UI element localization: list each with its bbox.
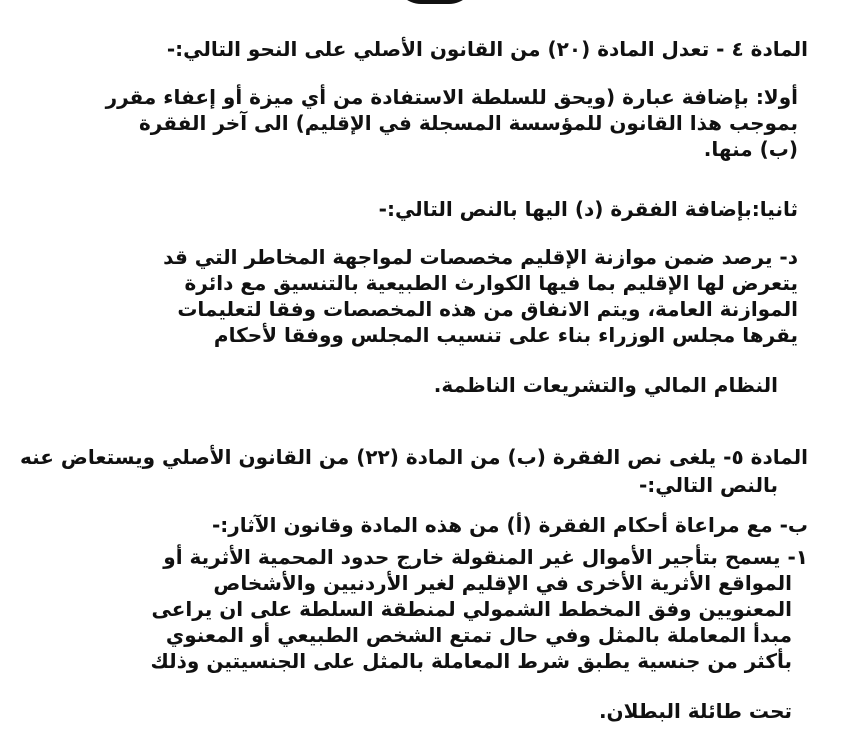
item-1-line-5: بأكثر من جنسية يطبق شرط المعاملة بالمثل على الجنسيتين وذلك bbox=[150, 649, 792, 673]
clause-d-line-4: يقرها مجلس الوزراء بناء على تنسيب المجلس ووفقا لأحكام bbox=[213, 323, 798, 347]
item-1-line-2: المواقع الأثرية الأخرى في الإقليم لغير الأردنيين والأشخاص bbox=[213, 571, 792, 595]
clause-d-line-5: النظام المالي والتشريعات الناظمة. bbox=[433, 373, 778, 397]
clause-d-line-3: الموازنة العامة، ويتم الانفاق من هذه المخصصات وفقا لتعليمات bbox=[177, 297, 798, 321]
article-4-heading: المادة ٤ - تعدل المادة (٢٠) من القانون الأصلي على النحو التالي:- bbox=[166, 37, 808, 61]
item-1-line-1: ١- يسمح بتأجير الأموال غير المنقولة خارج حدود المحمية الأثرية أو bbox=[163, 545, 808, 569]
article-4-second-heading: ثانيا:بإضافة الفقرة (د) اليها بالنص التالي:- bbox=[378, 197, 798, 221]
article-4-first-line-3: (ب) منها. bbox=[703, 137, 798, 161]
article-5-heading-line-2: بالنص التالي:- bbox=[638, 473, 778, 497]
article-5-heading-line-1: المادة ٥- يلغى نص الفقرة (ب) من المادة (٢٢) من القانون الأصلي ويستعاض عنه bbox=[20, 445, 808, 469]
item-1-line-4: مبدأ المعاملة بالمثل وفي حال تمتع الشخص الطبيعي أو المعنوي bbox=[165, 623, 792, 647]
clause-d-line-1: د- يرصد ضمن موازنة الإقليم مخصصات لمواجهة المخاطر التي قد bbox=[163, 245, 798, 269]
top-seal-edge bbox=[395, 0, 475, 4]
article-4-first-line-1: أولا: بإضافة عبارة (ويحق للسلطة الاستفادة من أي ميزة أو إعفاء مقرر bbox=[105, 85, 798, 109]
clause-d-line-2: يتعرض لها الإقليم بما فيها الكوارث الطبيعية بالتنسيق مع دائرة bbox=[184, 271, 798, 295]
article-4-first-line-2: بموجب هذا القانون للمؤسسة المسجلة في الإقليم) الى آخر الفقرة bbox=[138, 111, 798, 135]
item-1-line-6: تحت طائلة البطلان. bbox=[598, 699, 792, 723]
clause-b: ب- مع مراعاة أحكام الفقرة (أ) من هذه المادة وقانون الآثار:- bbox=[211, 513, 808, 537]
item-1-line-3: المعنويين وفق المخطط الشمولي لمنطقة السلطة على ان يراعى bbox=[151, 597, 792, 621]
